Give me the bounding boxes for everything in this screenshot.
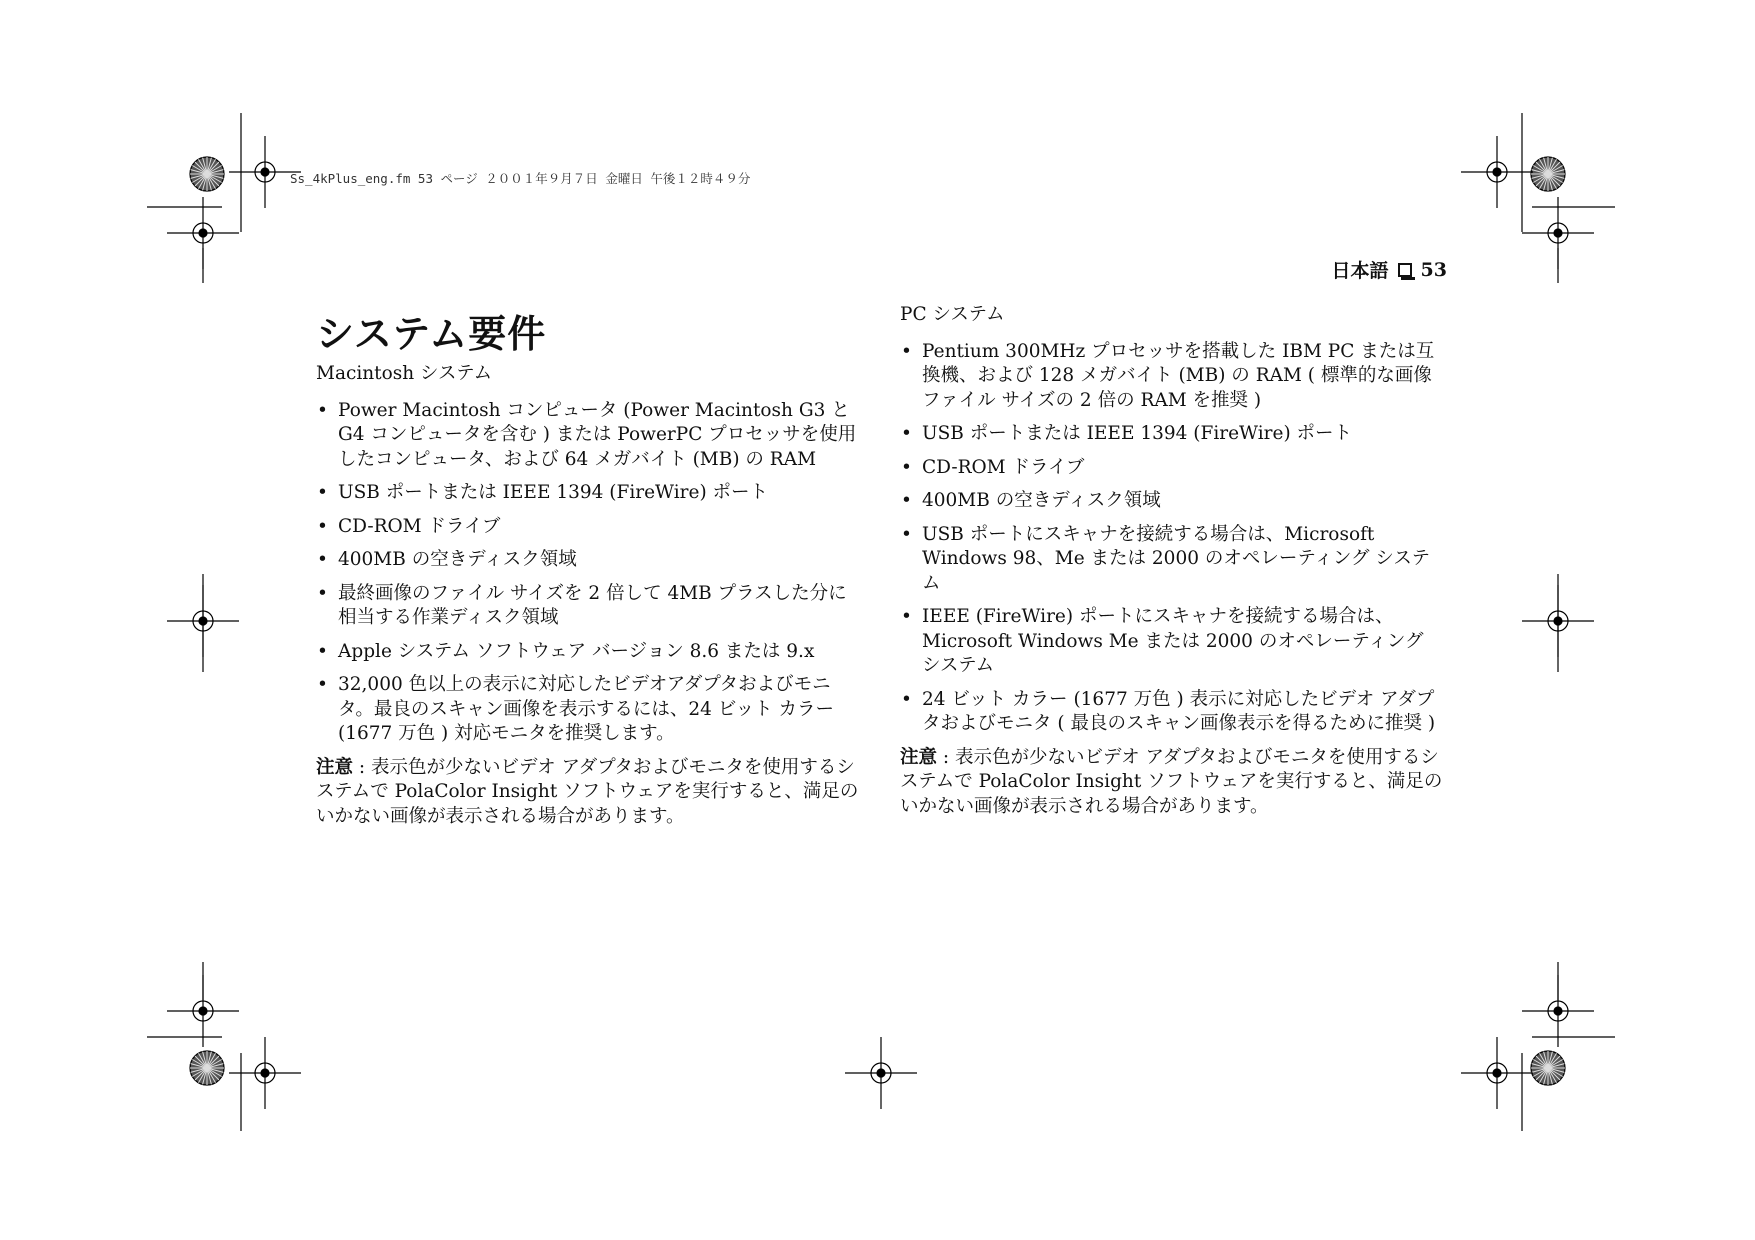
macintosh-requirements-list [316, 399, 861, 747]
list-item: • Apple システム ソフトウェア バージョン 8.6 または 9.x [316, 640, 861, 665]
registration-dot [1554, 1007, 1562, 1015]
registration-dot [261, 1069, 269, 1077]
file-slug: Ss_4kPlus_eng.fm 53 ページ ２００１年９月７日 金曜日 午後１２時４９分 [290, 171, 751, 186]
note-text: : 表示色が少ないビデオ アダプタおよびモニタを使用するシステムで PolaColor Insight ソフトウェアを実行すると、満足のいかない画像が表示される場合があります。 [316, 756, 859, 827]
list-item: • CD-ROM ドライブ [900, 456, 1445, 481]
list-item: • USB ポートまたは IEEE 1394 (FireWire) ポート [316, 481, 861, 506]
box-icon [1398, 263, 1412, 277]
list-item: • 32,000 色以上の表示に対応したビデオアダプタおよびモニタ。最良のスキャン画像を表示するには、24 ビット カラー (1677 万色 ) 対応モニタを推奨します。 [316, 673, 861, 747]
list-item: • Power Macintosh コンピュータ (Power Macintosh G3 と G4 コンピュータを含む ) または PowerPC プロセッサを使用したコンピュータ、および 64 メガバイト (MB) の RAM [316, 399, 861, 473]
running-head-language: 日本語 [1331, 260, 1389, 282]
list-item: • 400MB の空きディスク領域 [316, 548, 861, 573]
registration-dot [199, 229, 207, 237]
page-title: システム要件 [316, 312, 547, 356]
list-item: • 24 ビット カラー (1677 万色 ) 表示に対応したビデオ アダプタおよびモニタ ( 最良のスキャン画像表示を得るために推奨 ) [900, 688, 1445, 737]
macintosh-note [316, 756, 861, 830]
note-label: 注意 [316, 756, 354, 778]
registration-dot [1493, 1069, 1501, 1077]
pc-requirements-list [900, 340, 1445, 737]
note-text: : 表示色が少ないビデオ アダプタおよびモニタを使用するシステムで PolaColor Insight ソフトウェアを実行すると、満足のいかない画像が表示される場合があります。 [900, 746, 1443, 817]
pc-note [900, 746, 1445, 820]
list-item: • USB ポートまたは IEEE 1394 (FireWire) ポート [900, 422, 1445, 447]
pc-heading: PC システム [900, 304, 1005, 325]
page-number: 53 [1420, 258, 1447, 281]
registration-dot [1554, 229, 1562, 237]
running-head [1332, 256, 1447, 283]
list-item: • CD-ROM ドライブ [316, 515, 861, 540]
registration-dot [1493, 168, 1501, 176]
list-item: • IEEE (FireWire) ポートにスキャナを接続する場合は、Microsoft Windows Me または 2000 のオペレーティング システム [900, 605, 1445, 679]
registration-dot [877, 1069, 885, 1077]
note-label: 注意 [900, 746, 938, 768]
list-item: • 400MB の空きディスク領域 [900, 489, 1445, 514]
list-item: • 最終画像のファイル サイズを 2 倍して 4MB プラスした分に相当する作業ディスク領域 [316, 582, 861, 631]
registration-dot [261, 168, 269, 176]
macintosh-heading: Macintosh システム [316, 363, 493, 384]
pc-section [900, 303, 1445, 838]
list-item: • Pentium 300MHz プロセッサを搭載した IBM PC または互換機、および 128 メガバイト (MB) の RAM ( 標準的な画像ファイル サイズの 2 倍の RAM を推奨 ) [900, 340, 1445, 414]
list-item: • USB ポートにスキャナを接続する場合は、Microsoft Windows 98、Me または 2000 のオペレーティング システム [900, 523, 1445, 597]
registration-dot [199, 1007, 207, 1015]
macintosh-section [316, 362, 861, 848]
